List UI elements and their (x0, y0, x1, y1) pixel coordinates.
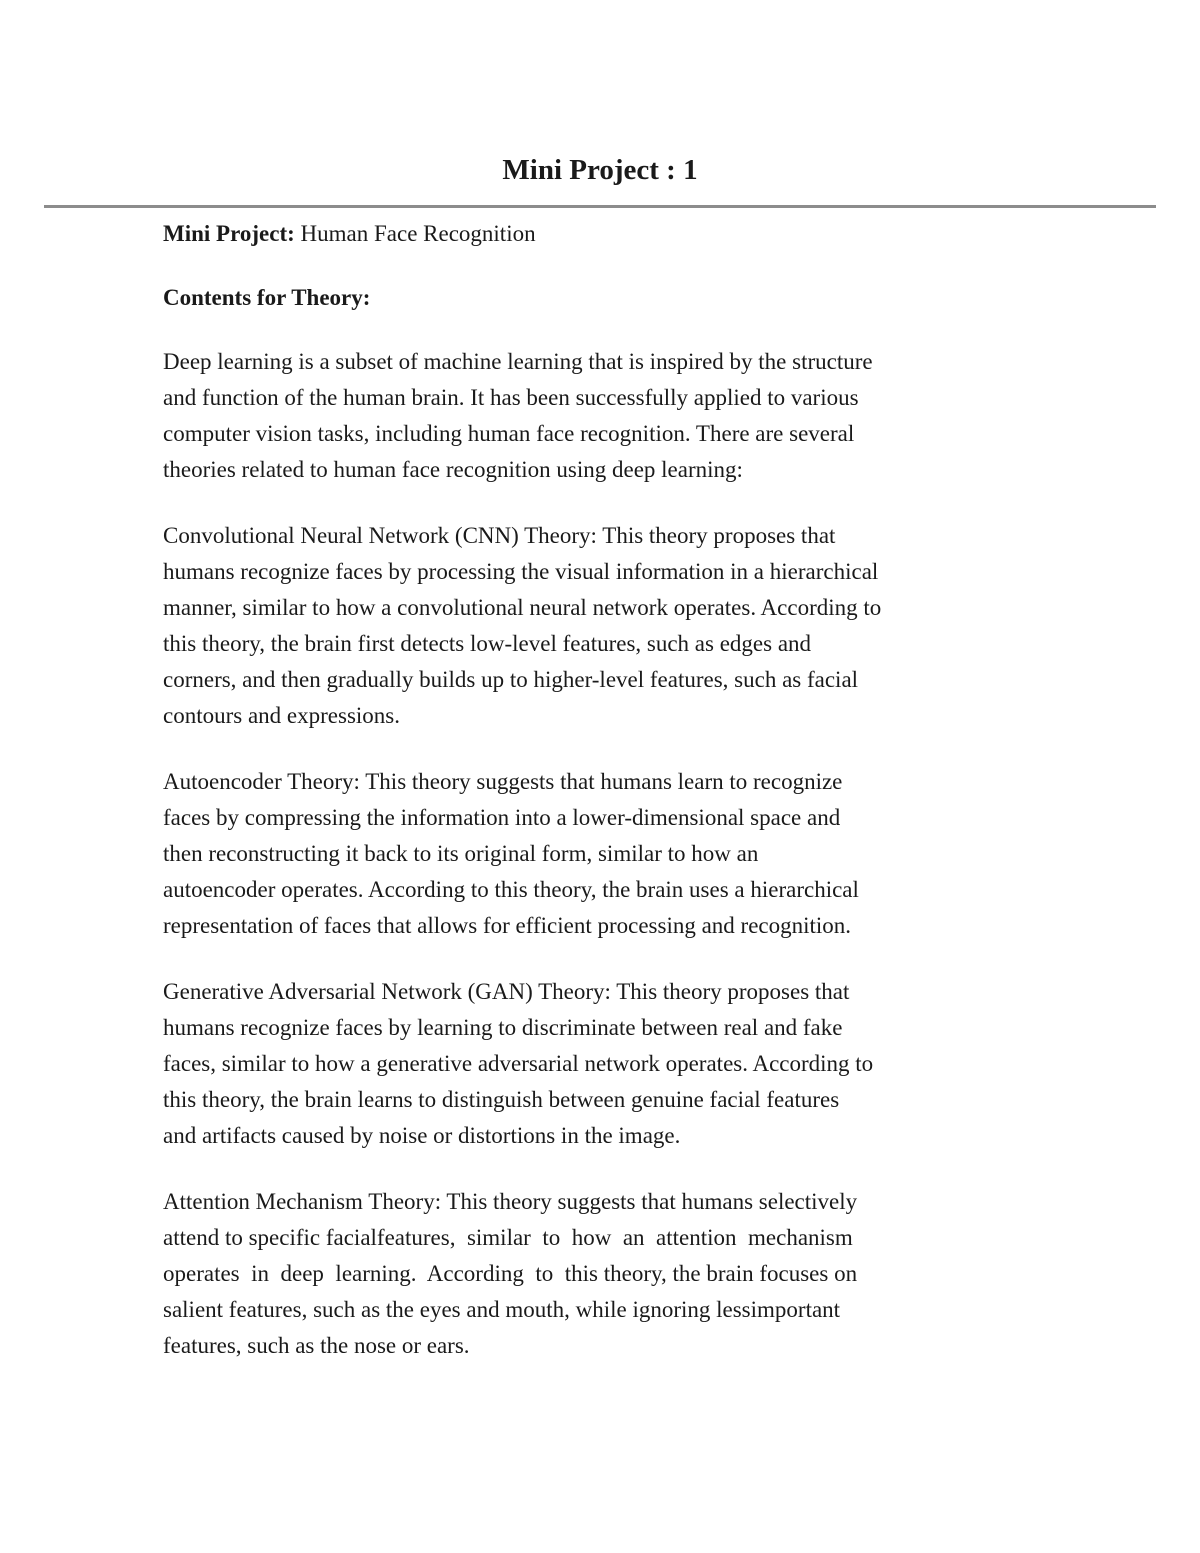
paragraph-gan-theory (163, 974, 1043, 1154)
paragraph-intro (163, 344, 1043, 488)
paragraph-line: then reconstructing it back to its original form, similar to how an (163, 841, 759, 866)
paragraph-attention-theory (163, 1184, 1043, 1364)
project-label: Mini Project: (163, 221, 295, 246)
paragraph-line: Generative Adversarial Network (GAN) Theory: This theory proposes that (163, 979, 850, 1004)
paragraph-line: faces by compressing the information into a lower-dimensional space and (163, 805, 841, 830)
paragraph-autoencoder-theory (163, 764, 1043, 944)
paragraph-line: and artifacts caused by noise or distortions in the image. (163, 1123, 681, 1148)
paragraph-line: corners, and then gradually builds up to higher-level features, such as facial (163, 667, 859, 692)
paragraph-line: humans recognize faces by processing the visual information in a hierarchical (163, 559, 879, 584)
document-body (163, 216, 1043, 1394)
paragraph-line: features, such as the nose or ears. (163, 1333, 470, 1358)
paragraph-line: Attention Mechanism Theory: This theory suggests that humans selectively (163, 1189, 858, 1214)
paragraph-line: humans recognize faces by learning to discriminate between real and fake (163, 1015, 843, 1040)
title-divider (44, 205, 1156, 208)
paragraph-line: operates in deep learning. According to this theory, the brain focuses on (163, 1261, 858, 1286)
paragraph-line: attend to specific facialfeatures, similar to how an attention mechanism (163, 1225, 853, 1250)
paragraph-line: Convolutional Neural Network (CNN) Theory: This theory proposes that (163, 523, 836, 548)
paragraph-line: salient features, such as the eyes and mouth, while ignoring lessimportant (163, 1297, 841, 1322)
paragraph-line: Deep learning is a subset of machine learning that is inspired by the structure (163, 349, 873, 374)
paragraph-line: manner, similar to how a convolutional neural network operates. According to (163, 595, 882, 620)
page-title: Mini Project : 1 (502, 154, 698, 186)
paragraph-line: and function of the human brain. It has been successfully applied to various (163, 385, 859, 410)
paragraph-line: this theory, the brain first detects low-level features, such as edges and (163, 631, 812, 656)
paragraph-line: Autoencoder Theory: This theory suggests that humans learn to recognize (163, 769, 843, 794)
project-value: Human Face Recognition (300, 221, 536, 246)
paragraph-line: contours and expressions. (163, 703, 400, 728)
paragraph-line: representation of faces that allows for efficient processing and recognition. (163, 913, 852, 938)
paragraph-line: faces, similar to how a generative adversarial network operates. According to (163, 1051, 874, 1076)
paragraph-cnn-theory (163, 518, 1043, 734)
paragraph-line: autoencoder operates. According to this theory, the brain uses a hierarchical (163, 877, 859, 902)
paragraph-line: computer vision tasks, including human face recognition. There are several (163, 421, 855, 446)
contents-heading: Contents for Theory: (163, 285, 371, 310)
paragraph-line: this theory, the brain learns to distinguish between genuine facial features (163, 1087, 840, 1112)
project-line (163, 216, 1043, 252)
paragraph-line: theories related to human face recognition using deep learning: (163, 457, 743, 482)
